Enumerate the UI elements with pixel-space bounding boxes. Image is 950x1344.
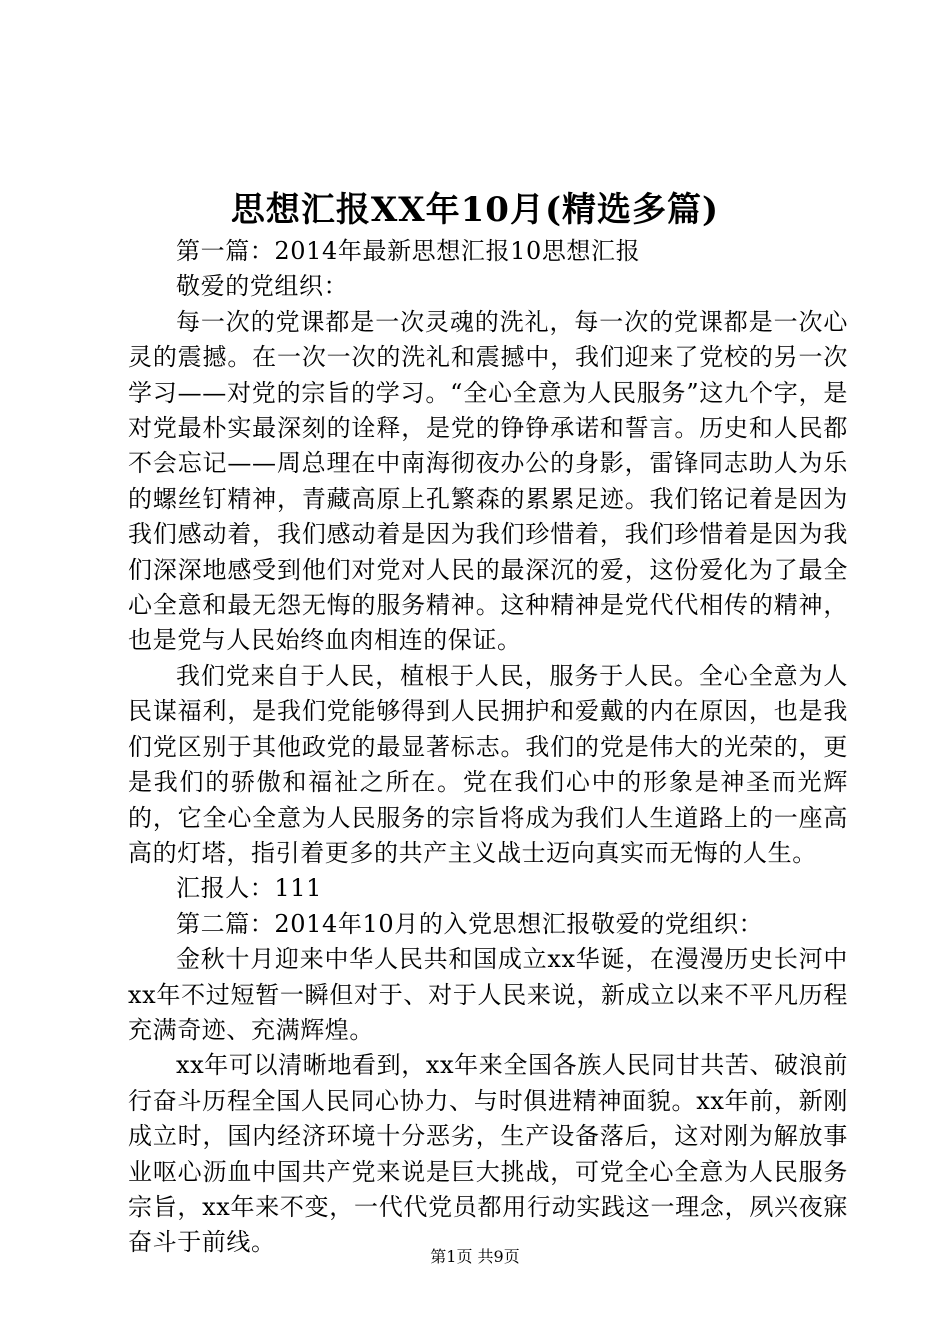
- paragraph: xx年可以清晰地看到，xx年来全国各族人民同甘共苦、破浪前行奋斗历程全国人民同心协力、与时俱进精神面貌。xx年前，新刚成立时，国内经济环境十分恶劣，生产设备落后，这对刚为解放事业呕心沥血中国共产党来说是巨大挑战，可党全心全意为人民服务宗旨，xx年来不变，一代代党员都用行动实践这一理念，夙兴夜寐奋斗于前线。: [128, 1051, 848, 1257]
- section-heading-1: 第一篇：2014年最新思想汇报10思想汇报: [176, 237, 641, 265]
- signature-line: 汇报人：111: [176, 874, 323, 903]
- paragraph: 每一次的党课都是一次灵魂的洗礼，每一次的党课都是一次心灵的震撼。在一次一次的洗礼和震撼中，我们迎来了党校的另一次学习——对党的宗旨的学习。“全心全意为人民服务”这九个字，是对党最朴实最深刻的诠释，是党的铮铮承诺和誓言。历史和人民都不会忘记——周总理在中南海彻夜办公的身影，雷锋同志助人为乐的螺丝钉精神，青藏高原上孔繁森的累累足迹。我们铭记着是因为我们感动着，我们感动着是因为我们珍惜着，我们珍惜着是因为我们深深地感受到他们对党对人民的最深沉的爱，这份爱化为了最全心全意和最无怨无悔的服务精神。这种精神是党代代相传的精神，也是党与人民始终血肉相连的保证。: [128, 307, 848, 655]
- paragraph: 金秋十月迎来中华人民共和国成立xx华诞，在漫漫历史长河中xx年不过短暂一瞬但对于、对于人民来说，新成立以来不平凡历程充满奇迹、充满辉煌。: [128, 945, 848, 1044]
- paragraph: 我们党来自于人民，植根于人民，服务于人民。全心全意为人民谋福利，是我们党能够得到人民拥护和爱戴的内在原因，也是我们党区别于其他政党的最显著标志。我们的党是伟大的光荣的，更是我们的骄傲和福祉之所在。党在我们心中的形象是神圣而光辉的，它全心全意为人民服务的宗旨将成为我们人生道路上的一座高高的灯塔，指引着更多的共产主义战士迈向真实而无悔的人生。: [128, 661, 848, 867]
- document-body: [128, 234, 848, 1261]
- document-title: 思想汇报XX年10月(精选多篇): [230, 190, 720, 230]
- page-footer: 第1页 共9页: [430, 1247, 520, 1266]
- section-heading-2: 第二篇：2014年10月的入党思想汇报敬爱的党组织：: [176, 909, 764, 938]
- salutation: 敬爱的党组织：: [176, 272, 349, 301]
